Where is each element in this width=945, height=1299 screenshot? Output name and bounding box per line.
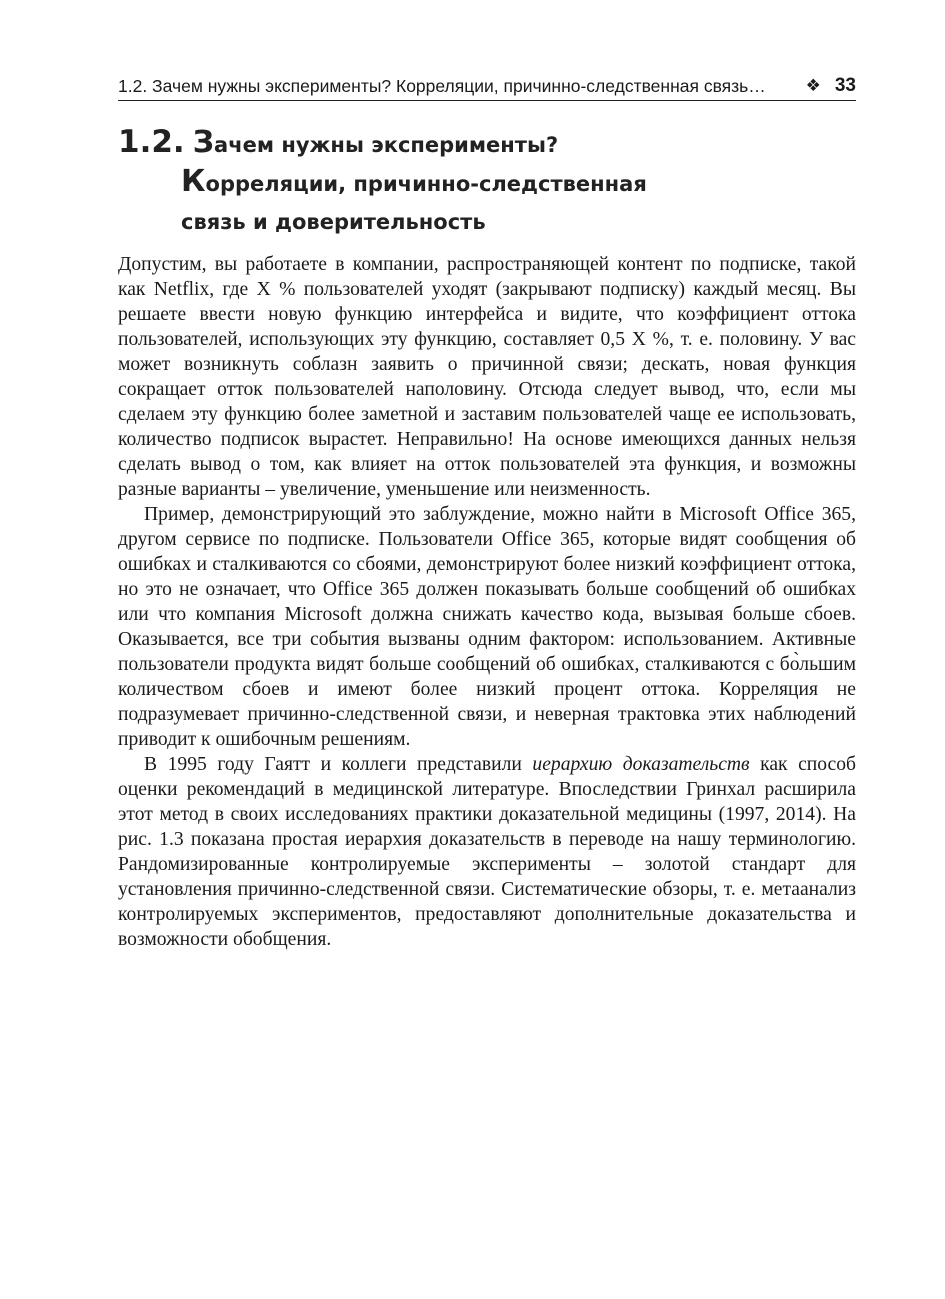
heading-line-1 (118, 122, 858, 162)
paragraph-3-start: В 1995 году Гаятт и коллеги представили (144, 754, 533, 775)
running-head-title: 1.2. Зачем нужны эксперименты? Корреляции, причинно-следственная связь… (118, 76, 766, 96)
paragraph-3-end: как способ оценки рекомендаций в медицинской литературе. Впоследствии Гринхал расширила этот метод в своих исследованиях практики доказательной медицины (1997, 2014). На рис. 1.3 показана простая иерархия доказательств в переводе на нашу терминологию. Рандомизированные контролируемые эксперименты – золотой стандарт для установления причинно-следственной связи. Систематические обзоры, т. е. метаанализ контролируемых экспериментов, предоставляют дополнительные доказательства и возможности обобщения. (118, 754, 856, 950)
ornament-icon: ❖ (805, 76, 821, 95)
paragraph-3-emphasis: иерархию доказательств (532, 754, 750, 775)
heading-initial-1: З (192, 125, 215, 160)
heading-line-2 (118, 162, 858, 202)
paragraph-3 (118, 752, 856, 952)
running-head (118, 74, 856, 101)
body-text (118, 252, 856, 952)
heading-initial-2: К (181, 164, 206, 199)
page-number: 33 (834, 75, 856, 96)
heading-text-2: орреляции, причинно-следственная (205, 172, 647, 196)
running-head-right (806, 74, 856, 98)
paragraph-1: Допустим, вы работаете в компании, распространяющей контент по подписке, такой как Netflix, где X % пользователей уходят (закрывают подписку) каждый месяц. Вы решаете ввести новую функцию интерфейса и видите, что коэффициент оттока пользователей, использующих эту функцию, составляет 0,5 X %, т. е. половину. У вас может возникнуть соблазн заявить о причинной связи; дескать, новая функция сокращает отток пользователей наполовину. Отсюда следует вывод, что, если мы сделаем эту функцию более заметной и заставим пользователей чаще ее использовать, количество подписок вырастет. Неправильно! На основе имеющихся данных нельзя сделать вывод о том, как влияет на отток пользователей эта функция, и возможны разные варианты – увеличение, уменьшение или неизменность. (118, 254, 856, 500)
heading-text-3: связь и доверительность (181, 210, 486, 234)
section-number: 1.2. (118, 124, 185, 160)
heading-line-3 (118, 202, 858, 242)
section-heading (118, 122, 858, 242)
paragraph-2: Пример, демонстрирующий это заблуждение, можно найти в Microsoft Office 365, другом сервисе по подписке. Пользователи Office 365, которые видят сообщения об ошибках и сталкиваются со сбоями, демонстрируют более низкий коэффициент оттока, но это не означает, что Office 365 должен показывать больше сообщений об ошибках или что компания Microsoft должна снижать качество кода, вызывая больше сбоев. Оказывается, все три события вызваны одним фактором: использованием. Активные пользователи продукта видят больше сообщений об ошибках, сталкиваются с бо̀льшим количеством сбоев и имеют более низкий процент оттока. Корреляция не подразумевает причинно-следственной связи, и неверная трактовка этих наблюдений приводит к ошибочным решениям. (118, 504, 856, 750)
heading-text-1: ачем нужны эксперименты? (214, 133, 559, 157)
